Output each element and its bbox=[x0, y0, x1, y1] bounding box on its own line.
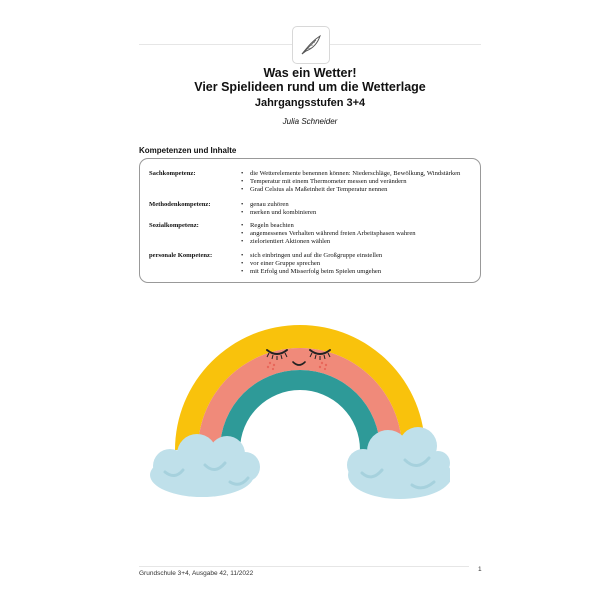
section-heading: Kompetenzen und Inhalte bbox=[139, 146, 237, 155]
competency-list bbox=[241, 201, 481, 217]
competency-item: • die Wetterelemente benennen können: Niederschläge, Bewölkung, Windstärken bbox=[241, 170, 481, 178]
footer-divider bbox=[139, 566, 469, 567]
competency-item: • angemessenes Verhalten während freien Arbeitsphasen wahren bbox=[241, 230, 481, 238]
title-line-2: Vier Spielideen rund um die Wetterlage bbox=[194, 80, 426, 94]
competency-label: Methodenkompetenz: bbox=[149, 201, 211, 208]
competency-label: Sachkompetenz: bbox=[149, 170, 196, 177]
competency-list bbox=[241, 252, 481, 277]
page-number: 1 bbox=[478, 566, 482, 573]
competency-item: • zielorientiert Aktionen wählen bbox=[241, 238, 481, 246]
smiling-rainbow-illustration bbox=[150, 310, 450, 510]
competency-list bbox=[241, 170, 481, 195]
competency-item: • Grad Celsius als Maßeinheit der Temperatur nennen bbox=[241, 186, 481, 194]
competency-item: • sich einbringen und auf die Großgruppe einstellen bbox=[241, 252, 481, 260]
competency-item: • genau zuhören bbox=[241, 201, 481, 209]
author-name: Julia Schneider bbox=[282, 117, 338, 126]
competency-item: • mit Erfolg und Misserfolg beim Spielen umgehen bbox=[241, 268, 481, 276]
footer-text: Grundschule 3+4, Ausgabe 42, 11/2022 bbox=[139, 570, 254, 577]
title-line-3: Jahrgangsstufen 3+4 bbox=[254, 97, 366, 109]
competency-item: • merken und kombinieren bbox=[241, 209, 481, 217]
competency-label: Sozialkompetenz: bbox=[149, 222, 199, 229]
competency-item: • Regeln beachten bbox=[241, 222, 481, 230]
competency-item: • vor einer Gruppe sprechen bbox=[241, 260, 481, 268]
feather-icon bbox=[298, 32, 324, 58]
logo-box bbox=[292, 26, 330, 64]
title-line-1: Was ein Wetter! bbox=[263, 66, 357, 80]
competency-item: • Temperatur mit einem Thermometer messen und verändern bbox=[241, 178, 481, 186]
cloud-left bbox=[150, 434, 260, 497]
competency-list bbox=[241, 222, 481, 247]
competency-label: personale Kompetenz: bbox=[149, 252, 213, 259]
competencies-box bbox=[139, 158, 481, 283]
